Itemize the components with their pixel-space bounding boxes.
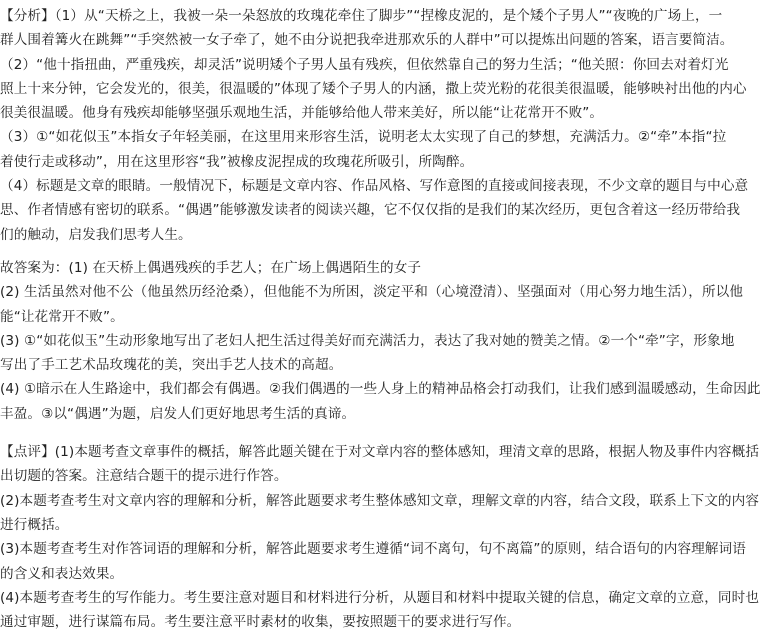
answer-section [0,256,776,426]
answer-line: 丰盈。③以“偶遇”为题，启发人们更好地思考生活的真谛。 [0,405,356,422]
section-spacer [0,247,776,256]
analysis-line: 们的触动，启发我们思考人生。 [0,226,192,243]
answer-line: (4) ①暗示在人生路途中，我们都会有偶遇。②我们偶遇的一些人身上的精神品格会打动我们，让我们感到温暖感动，生命因此 [0,381,761,398]
analysis-line: 照上十来分钟，它会发光的，很美，很温暖的”体现了矮个子男人的内涵，撒上荧光粉的花很美很温暖，能够映衬出他的内心 [0,80,747,97]
answer-line: (3) ①“如花似玉”生动形象地写出了老妇人把生活过得美好而充满活力，表达了我对她的赞美之情。②一个“牵”字，形象地 [0,332,735,349]
comment-line: 出切题的答案。注意结合题干的提示进行作答。 [0,468,288,485]
answer-line: (2) 生活虽然对他不公（他虽然历经沧桑），但他能不为所困，淡定平和（心境澄清）、坚强面对（用心努力地生活），所以他 [0,284,744,301]
comment-line: (2)本题考查考生对文章内容的理解和分析，解答此题要求考生整体感知文章，理解文章的内容，结合文段，联系上下文的内容 [0,492,760,509]
answer-line: 故答案为：(1) 在天桥上偶遇残疾的手艺人；在广场上偶遇陌生的女子 [0,259,422,276]
analysis-line: 着使行走或移动”，用在这里形容“我”被橡皮泥捏成的玫瑰花所吸引，所陶醉。 [0,153,474,170]
analysis-line: 很美很温暖。他身有残疾却能够坚强乐观地生活，并能够给他人带来美好，所以能“让花常开不败”。 [0,105,604,122]
comment-line: 【点评】(1)本题考查文章事件的概括，解答此题关键在于对文章内容的整体感知，理清文章的思路，根据人物及事件内容概括 [0,444,760,461]
comment-section [0,440,776,634]
answer-line: 写出了手工艺术品玫瑰花的美，突出手艺人技术的高超。 [0,357,343,374]
analysis-line: （4）标题是文章的眼睛。一般情况下，标题是文章内容、作品风格、写作意图的直接或间接表现，不少文章的题目与中心意 [0,178,749,195]
comment-line: (3)本题考查考生对作答词语的理解和分析，解答此题要求考生遵循“词不离句，句不离篇”的原则，结合语句的内容理解词语 [0,541,746,558]
comment-line: 进行概括。 [0,516,69,533]
section-spacer [0,426,776,440]
comment-line: (4)本题考查考生的写作能力。考生要注意对题目和材料进行分析，从题目和材料中提取关键的信息，确定文章的立意，同时也 [0,589,760,606]
answer-line: 能“让花常开不败”。 [0,308,124,325]
analysis-section [0,4,776,247]
comment-line: 通过审题，进行谋篇布局。考生要注意平时素材的收集，要按照题干的要求进行写作。 [0,614,521,631]
analysis-line: （2）“他十指扭曲，严重残疾，却灵活”说明矮个子男人虽有残疾，但依然靠自己的努力生活；“他关照：你回去对着灯光 [0,56,729,73]
analysis-line: 群人围着篝火在跳舞”“手突然被一女子牵了，她不由分说把我牵进那欢乐的人群中”可以提炼出问题的答案，语言要简洁。 [0,32,734,49]
analysis-line: 【分析】（1）从“天桥之上，我被一朵一朵怒放的玫瑰花牵住了脚步”“捏橡皮泥的，是个矮个子男人”“夜晚的广场上，一 [0,8,723,24]
analysis-line: 思、作者情感有密切的联系。“偶遇”能够激发读者的阅读兴趣，它不仅仅指的是我们的某次经历，更包含着这一经历带给我 [0,202,741,219]
comment-line: 的含义和表达效果。 [0,565,124,582]
analysis-line: （3）①“如花似玉”本指女子年轻美丽，在这里用来形容生活，说明老太太实现了自己的梦想，充满活力。②“牵”本指“拉 [0,129,727,146]
